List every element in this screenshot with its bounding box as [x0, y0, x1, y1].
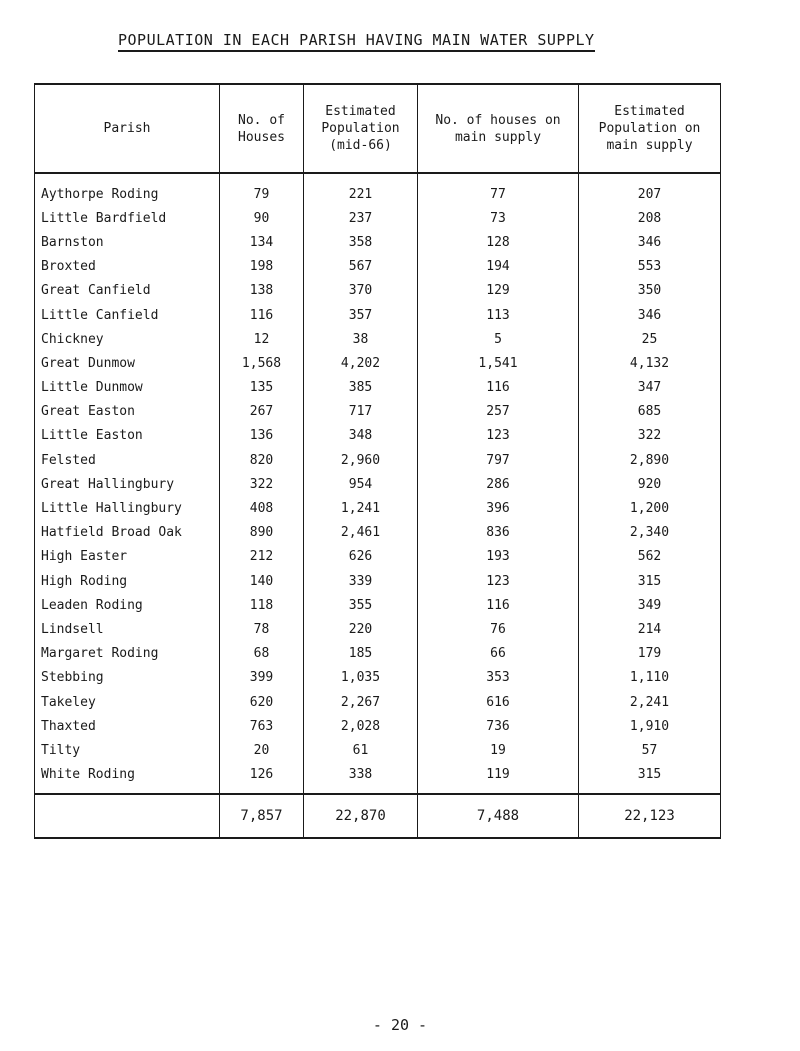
table-row	[35, 303, 721, 327]
estimated-population: 567	[304, 255, 418, 279]
totals-row	[35, 794, 721, 838]
houses-count: 12	[220, 327, 304, 351]
total-houses: 7,857	[220, 794, 304, 838]
estimated-population: 2,267	[304, 690, 418, 714]
houses-on-main: 116	[418, 593, 579, 617]
population-on-main: 1,200	[579, 496, 721, 520]
parish-name: Barnston	[35, 230, 220, 254]
table-row	[35, 400, 721, 424]
houses-on-main: 353	[418, 666, 579, 690]
houses-count: 620	[220, 690, 304, 714]
population-on-main: 214	[579, 617, 721, 641]
table-row	[35, 279, 721, 303]
estimated-population: 339	[304, 569, 418, 593]
population-on-main: 57	[579, 738, 721, 762]
houses-count: 212	[220, 545, 304, 569]
houses-count: 79	[220, 173, 304, 206]
estimated-population: 954	[304, 472, 418, 496]
houses-on-main: 1,541	[418, 351, 579, 375]
houses-on-main: 129	[418, 279, 579, 303]
houses-on-main: 77	[418, 173, 579, 206]
houses-on-main: 5	[418, 327, 579, 351]
estimated-population: 2,960	[304, 448, 418, 472]
parish-name: Hatfield Broad Oak	[35, 521, 220, 545]
estimated-population: 357	[304, 303, 418, 327]
population-on-main: 4,132	[579, 351, 721, 375]
houses-count: 126	[220, 763, 304, 794]
houses-on-main: 123	[418, 424, 579, 448]
table-row	[35, 230, 721, 254]
table-body	[35, 173, 721, 794]
table-row	[35, 206, 721, 230]
parish-name: Little Easton	[35, 424, 220, 448]
estimated-population: 38	[304, 327, 418, 351]
table-row	[35, 424, 721, 448]
table-row	[35, 255, 721, 279]
houses-on-main: 66	[418, 642, 579, 666]
column-header-population-on-main: Estimated Population on main supply	[579, 84, 721, 173]
estimated-population: 4,202	[304, 351, 418, 375]
parish-name: Little Bardfield	[35, 206, 220, 230]
houses-on-main: 113	[418, 303, 579, 327]
table-row	[35, 763, 721, 794]
parish-name: Little Canfield	[35, 303, 220, 327]
houses-count: 136	[220, 424, 304, 448]
estimated-population: 220	[304, 617, 418, 641]
table-row	[35, 738, 721, 762]
houses-count: 408	[220, 496, 304, 520]
parish-name: White Roding	[35, 763, 220, 794]
population-on-main: 1,910	[579, 714, 721, 738]
houses-on-main: 736	[418, 714, 579, 738]
estimated-population: 626	[304, 545, 418, 569]
population-on-main: 179	[579, 642, 721, 666]
parish-name: Chickney	[35, 327, 220, 351]
population-on-main: 322	[579, 424, 721, 448]
table-row	[35, 690, 721, 714]
population-on-main: 2,890	[579, 448, 721, 472]
population-on-main: 2,340	[579, 521, 721, 545]
estimated-population: 338	[304, 763, 418, 794]
houses-count: 890	[220, 521, 304, 545]
houses-on-main: 616	[418, 690, 579, 714]
houses-count: 68	[220, 642, 304, 666]
houses-count: 116	[220, 303, 304, 327]
houses-count: 267	[220, 400, 304, 424]
table-row	[35, 327, 721, 351]
estimated-population: 221	[304, 173, 418, 206]
table-row	[35, 173, 721, 206]
houses-count: 763	[220, 714, 304, 738]
parish-name: Margaret Roding	[35, 642, 220, 666]
column-header-parish: Parish	[35, 84, 220, 173]
parish-name: High Easter	[35, 545, 220, 569]
population-on-main: 347	[579, 376, 721, 400]
estimated-population: 385	[304, 376, 418, 400]
houses-count: 134	[220, 230, 304, 254]
population-on-main: 562	[579, 545, 721, 569]
column-header-houses: No. of Houses	[220, 84, 304, 173]
population-on-main: 208	[579, 206, 721, 230]
houses-on-main: 76	[418, 617, 579, 641]
houses-on-main: 396	[418, 496, 579, 520]
page-title: POPULATION IN EACH PARISH HAVING MAIN WATER SUPPLY	[118, 31, 595, 52]
houses-on-main: 128	[418, 230, 579, 254]
houses-count: 198	[220, 255, 304, 279]
parish-name: Great Dunmow	[35, 351, 220, 375]
houses-on-main: 194	[418, 255, 579, 279]
parish-name: Tilty	[35, 738, 220, 762]
table-row	[35, 642, 721, 666]
column-header-estimated-population: Estimated Population (mid-66)	[304, 84, 418, 173]
parish-name: Stebbing	[35, 666, 220, 690]
estimated-population: 1,035	[304, 666, 418, 690]
parish-name: Little Hallingbury	[35, 496, 220, 520]
population-table	[34, 83, 721, 839]
estimated-population: 185	[304, 642, 418, 666]
estimated-population: 355	[304, 593, 418, 617]
estimated-population: 2,461	[304, 521, 418, 545]
estimated-population: 358	[304, 230, 418, 254]
houses-on-main: 286	[418, 472, 579, 496]
total-houses-on-main: 7,488	[418, 794, 579, 838]
population-on-main: 346	[579, 230, 721, 254]
population-on-main: 346	[579, 303, 721, 327]
total-label	[35, 794, 220, 838]
total-estimated-population: 22,870	[304, 794, 418, 838]
population-on-main: 207	[579, 173, 721, 206]
population-on-main: 349	[579, 593, 721, 617]
houses-count: 20	[220, 738, 304, 762]
estimated-population: 61	[304, 738, 418, 762]
houses-on-main: 19	[418, 738, 579, 762]
parish-name: Great Hallingbury	[35, 472, 220, 496]
table-row	[35, 448, 721, 472]
estimated-population: 370	[304, 279, 418, 303]
houses-count: 399	[220, 666, 304, 690]
estimated-population: 348	[304, 424, 418, 448]
parish-name: Felsted	[35, 448, 220, 472]
houses-on-main: 193	[418, 545, 579, 569]
header-row	[35, 84, 721, 173]
population-on-main: 315	[579, 569, 721, 593]
parish-name: Great Canfield	[35, 279, 220, 303]
table-row	[35, 521, 721, 545]
parish-name: Aythorpe Roding	[35, 173, 220, 206]
houses-count: 1,568	[220, 351, 304, 375]
estimated-population: 237	[304, 206, 418, 230]
table-row	[35, 472, 721, 496]
houses-count: 118	[220, 593, 304, 617]
houses-count: 135	[220, 376, 304, 400]
houses-count: 140	[220, 569, 304, 593]
houses-on-main: 116	[418, 376, 579, 400]
houses-on-main: 73	[418, 206, 579, 230]
population-on-main: 920	[579, 472, 721, 496]
table-row	[35, 569, 721, 593]
table-row	[35, 351, 721, 375]
parish-name: Leaden Roding	[35, 593, 220, 617]
houses-count: 90	[220, 206, 304, 230]
population-table-container	[34, 83, 720, 839]
houses-count: 138	[220, 279, 304, 303]
estimated-population: 1,241	[304, 496, 418, 520]
table-row	[35, 545, 721, 569]
estimated-population: 717	[304, 400, 418, 424]
population-on-main: 685	[579, 400, 721, 424]
population-on-main: 553	[579, 255, 721, 279]
houses-on-main: 123	[418, 569, 579, 593]
houses-count: 820	[220, 448, 304, 472]
total-population-on-main: 22,123	[579, 794, 721, 838]
houses-on-main: 257	[418, 400, 579, 424]
table-row	[35, 617, 721, 641]
table-row	[35, 666, 721, 690]
houses-count: 78	[220, 617, 304, 641]
table-row	[35, 714, 721, 738]
houses-count: 322	[220, 472, 304, 496]
parish-name: Thaxted	[35, 714, 220, 738]
population-on-main: 1,110	[579, 666, 721, 690]
parish-name: Lindsell	[35, 617, 220, 641]
houses-on-main: 836	[418, 521, 579, 545]
population-on-main: 2,241	[579, 690, 721, 714]
houses-on-main: 797	[418, 448, 579, 472]
table-row	[35, 376, 721, 400]
parish-name: Little Dunmow	[35, 376, 220, 400]
table-row	[35, 593, 721, 617]
parish-name: Takeley	[35, 690, 220, 714]
parish-name: Broxted	[35, 255, 220, 279]
houses-on-main: 119	[418, 763, 579, 794]
population-on-main: 315	[579, 763, 721, 794]
population-on-main: 350	[579, 279, 721, 303]
column-header-houses-on-main: No. of houses on main supply	[418, 84, 579, 173]
page-number: - 20 -	[372, 1016, 428, 1034]
population-on-main: 25	[579, 327, 721, 351]
estimated-population: 2,028	[304, 714, 418, 738]
table-row	[35, 496, 721, 520]
parish-name: Great Easton	[35, 400, 220, 424]
parish-name: High Roding	[35, 569, 220, 593]
